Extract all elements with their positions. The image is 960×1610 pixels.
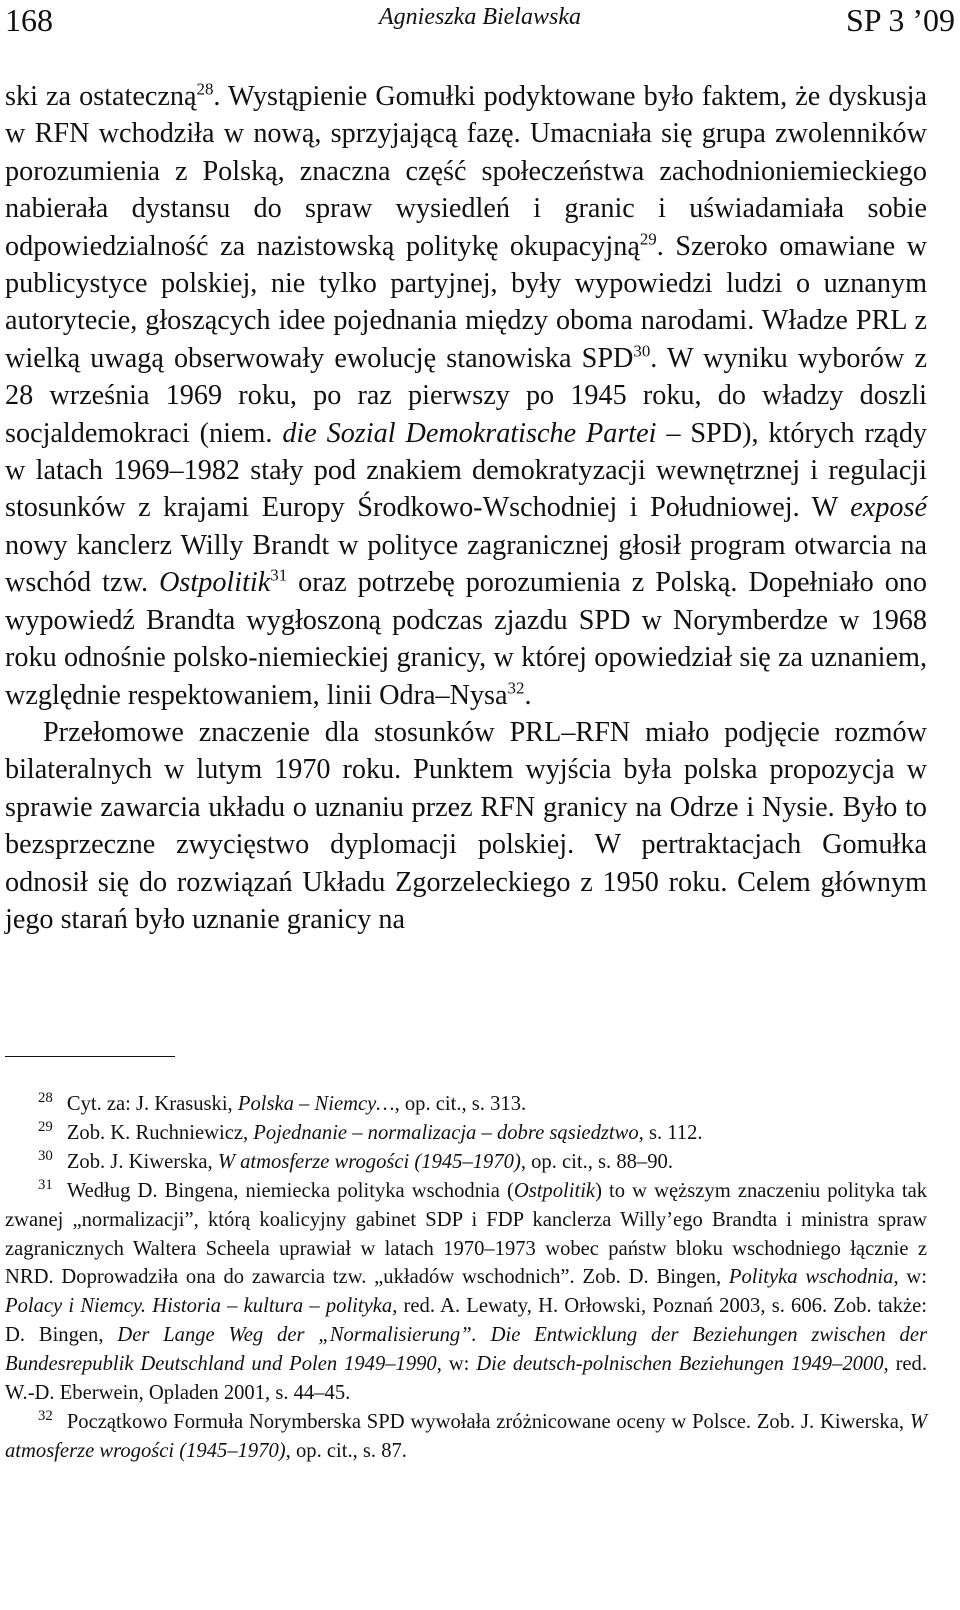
text-run: Zob. J. Kiwerska, xyxy=(66,1150,218,1173)
footnote xyxy=(5,1119,927,1148)
footnote-ref[interactable]: 30 xyxy=(633,341,651,361)
footnote-number: 28 xyxy=(38,1089,53,1106)
footnote xyxy=(5,1090,927,1119)
text-run: Początkowo Formuła Norymberska SPD wywołała zróżnicowane oceny w Polsce. Zob. J. Kiwerska, xyxy=(66,1410,910,1433)
footnote xyxy=(5,1177,927,1408)
italic-title: Der Lange Weg der „Normalisierung”. Die Entwicklung der Beziehungen zwischen der Bundesrepublik Deutschland und Polen 1949–1990 xyxy=(5,1324,927,1376)
footnote xyxy=(5,1148,927,1177)
paragraph: Przełomowe znaczenie dla stosunków PRL–RFN miało podjęcie rozmów bilateralnych w lutym 1970 roku. Punktem wyjścia była polska propozycja w sprawie zawarcia układu o uznaniu przez RFN granicy na Odrze i Nysie. Było to bezsprzeczne zwycięstwo dyplomacji polskiej. W pertraktacjach Gomułka odnosił się do rozwiązań Układu Zgorzeleckiego z 1950 roku. Celem głównym jego starań było uznanie granicy na xyxy=(5,716,927,935)
footnote-number: 31 xyxy=(38,1176,53,1193)
text-run: nowy kanclerz Willy Brandt w polityce zagranicznej głosił program otwarcia na wschód tzw. xyxy=(5,529,927,599)
running-head-author: Agnieszka Bielawska xyxy=(379,4,581,30)
text-run: , s. 112. xyxy=(638,1121,703,1144)
footnote-ref[interactable]: 32 xyxy=(507,678,525,698)
text-run: . xyxy=(524,679,532,711)
text-run: – SPD), których rządy w latach 1969–1982 stały pod znakiem demokratyzacji wewnętrznej i regulacji stosunków z krajami Europy Środkowo-Wschodniej i Południowej. W xyxy=(5,417,928,524)
text-run: , red. W.-D. Eberwein, Opladen 2001, s. 44–45. xyxy=(5,1353,928,1405)
main-text xyxy=(5,78,927,938)
footnotes xyxy=(5,1090,927,1466)
footnote-number: 32 xyxy=(38,1407,53,1424)
text-run: Zob. K. Ruchniewicz, xyxy=(66,1121,254,1144)
italic-term: Ostpolitik xyxy=(159,567,271,599)
text-run: , op. cit., s. 313. xyxy=(394,1093,527,1115)
footnote-ref[interactable]: 31 xyxy=(270,565,288,585)
text-run: . W wyniku wyborów z 28 września 1969 roku, po raz pierwszy po 1945 roku, do władzy doszli socjaldemokraci (niem. xyxy=(5,342,927,449)
footnote-ref[interactable]: 29 xyxy=(639,229,657,249)
italic-term: die Sozial Demokratische Partei xyxy=(282,417,657,449)
italic-title: Polacy i Niemcy. Historia – kultura – polityka xyxy=(5,1295,393,1318)
italic-title: Polska – Niemcy… xyxy=(237,1093,395,1115)
italic-title: Pojednanie – normalizacja – dobre sąsiedztwo xyxy=(253,1121,639,1144)
footnote-ref[interactable]: 28 xyxy=(196,79,214,99)
running-header xyxy=(5,2,955,42)
running-head-journal: SP 3 ’09 xyxy=(845,2,955,38)
text-run: oraz potrzebę porozumienia z Polską. Dopełniało ono wypowiedź Brandta wygłoszoną podczas zjazdu SPD w Norymberdze w 1968 roku odnośnie polsko-niemieckiej granicy, w której opowiedział się za uznaniem, względnie respektowaniem, linii Odra–Nysa xyxy=(5,567,927,711)
text-run: , op. cit., s. 88–90. xyxy=(520,1150,673,1173)
text-run: ski za ostateczną xyxy=(5,81,197,112)
footnote-separator xyxy=(5,1056,175,1057)
text-run: Według D. Bingena, niemiecka polityka wschodnia ( xyxy=(66,1179,514,1202)
italic-term: exposé xyxy=(850,492,927,524)
text-run: , w: xyxy=(893,1266,927,1289)
italic-title: W atmosferze wrogości (1945–1970) xyxy=(217,1150,521,1173)
footnote-number: 29 xyxy=(38,1118,53,1135)
italic-title: Die deutsch-polnischen Beziehungen 1949–2000 xyxy=(476,1353,884,1376)
page-number: 168 xyxy=(5,2,53,38)
text-run: , red. A. Lewaty, H. Orłowski, Poznań 2003, s. 606. Zob. także: D. Bingen, xyxy=(5,1295,928,1347)
footnote-number: 30 xyxy=(38,1147,53,1164)
footnote xyxy=(5,1408,927,1466)
italic-title: Polityka wschodnia xyxy=(728,1266,894,1289)
italic-title: W atmosferze wrogości (1945–1970) xyxy=(5,1410,927,1462)
text-run: . Wystąpienie Gomułki podyktowane było faktem, że dyskusja w RFN wchodziła w nową, sprzyjającą fazę. Umacniała się grupa zwolenników porozumienia z Polską, znaczna część społeczeństwa zachodnioniemieckiego nabierała dystansu do spraw wysiedleń i granic i uświadamiała sobie odpowiedzialność za nazistowską politykę okupacyjną xyxy=(5,81,928,262)
italic-title: Ostpolitik xyxy=(513,1179,596,1202)
text-run: ) to w węższym znaczeniu polityka tak zwanej „normalizacji”, którą koalicyjny gabinet SDP i FDP kanclerza Willy’ego Brandta i ministra spraw zagranicznych Waltera Scheela uprawiał w latach 1970–1973 wobec państw bloku wschodniego łącznie z NRD. Doprowadziła ona do zawarcia tzw. „układów wschodnich”. Zob. D. Bingen, xyxy=(5,1179,928,1289)
text-run: Cyt. za: J. Krasuski, xyxy=(66,1093,238,1115)
paragraph xyxy=(5,78,927,714)
text-run: , w: xyxy=(436,1353,477,1376)
text-run: , op. cit., s. 87. xyxy=(285,1439,407,1462)
text-run: . Szeroko omawiane w publicystyce polskiej, nie tylko partyjnej, były wypowiedzi ludzi o uznanym autorytecie, głoszących idee pojednania między oboma narodami. Władze PRL z wielką uwagą obserwowały ewolucję stanowiska SPD xyxy=(5,230,927,374)
